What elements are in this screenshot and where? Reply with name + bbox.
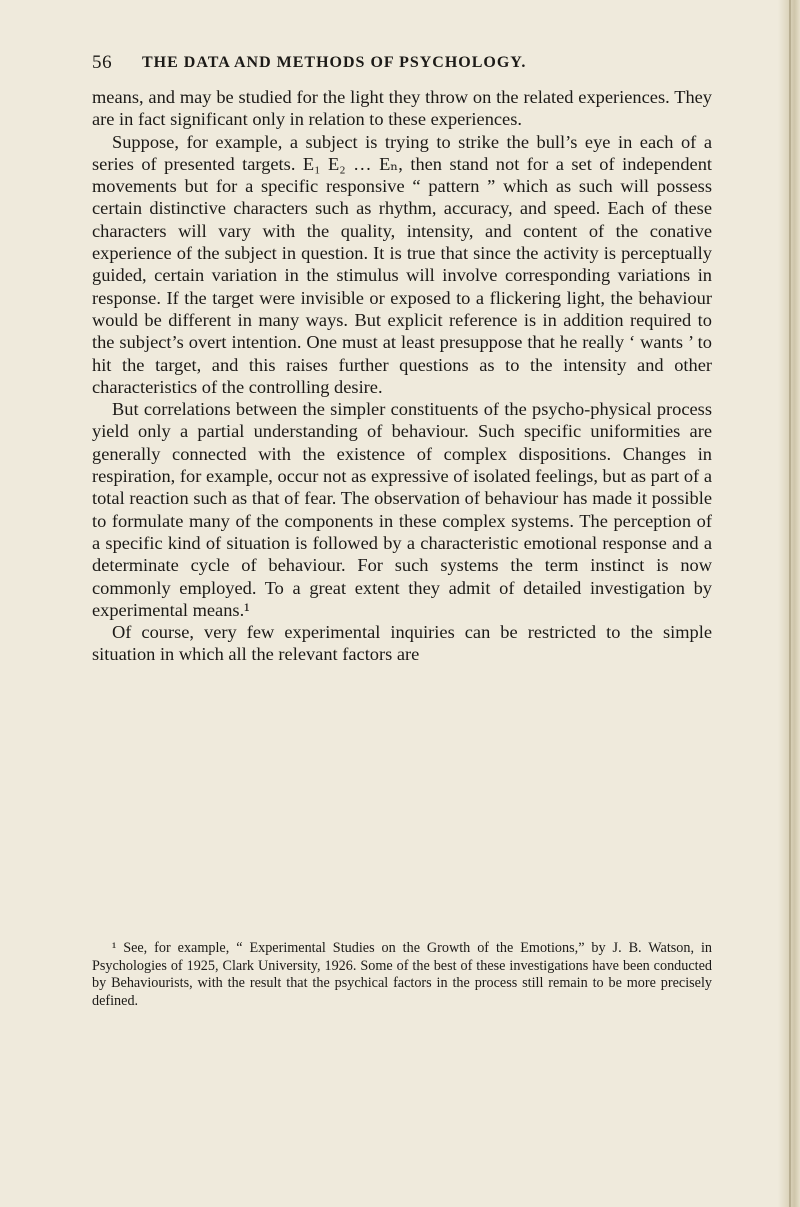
paragraph-experimental-inquiries: Of course, very few experimental inquiries can be restricted to the simple situation in which all the relevant factors are <box>92 622 712 665</box>
running-title: THE DATA AND METHODS OF PSYCHOLOGY. <box>142 54 527 71</box>
paragraph-target-example: Suppose, for example, a subject is trying to strike the bull’s eye in each of a series of presented targets. E₁ E₂ … Eₙ, then stand not for a set of independent movements but for a specific responsive “ pattern ” which as such will possess certain distinctive characters such as rhythm, accuracy, and speed. Each of these characters will vary with the quality, intensity, and content of the conative experience of the subject in question. It is true that since the activity is perceptually guided, certain variation in the stimulus will involve corresponding variations in response. If the target were invisible or exposed to a flickering light, the behaviour would be different in many ways. But explicit reference is in addition required to the subject’s overt intention. One must at least presuppose that he really ‘ wants ’ to hit the target, and this raises further questions as to the intensity and other characteristics of the controlling desire. <box>92 131 712 397</box>
page-header <box>92 52 712 78</box>
page-edge-line <box>789 0 791 1207</box>
footnote-text: ¹ See, for example, “ Experimental Studies on the Growth of the Emotions,” by J. B. Watson, in Psychologies of 1925, Clark University, 1926. Some of the best of these investigations have been conducted by Behaviourists, with the result that the psychical factors in the process still remain to be more precisely defined. <box>92 940 712 1009</box>
paragraph-continuation: means, and may be studied for the light they throw on the related experiences. They are in fact significant only in relation to these experiences. <box>92 87 712 130</box>
paragraph-correlations: But correlations between the simpler constituents of the psycho-physical process yield only a partial understanding of behaviour. Such specific uniformities are generally connected with the existence of complex dispositions. Changes in respiration, for example, occur not as expressive of isolated feelings, but as part of a total reaction such as that of fear. The observation of behaviour has made it possible to formulate many of the components in these complex systems. The perception of a specific kind of situation is followed by a characteristic emotional response and a determinate cycle of behaviour. For such systems the term instinct is now commonly employed. To a great extent they admit of detailed investigation by experimental means.¹ <box>92 399 712 620</box>
footnote <box>92 940 712 1010</box>
page-number: 56 <box>92 52 113 73</box>
body-text <box>92 86 712 666</box>
